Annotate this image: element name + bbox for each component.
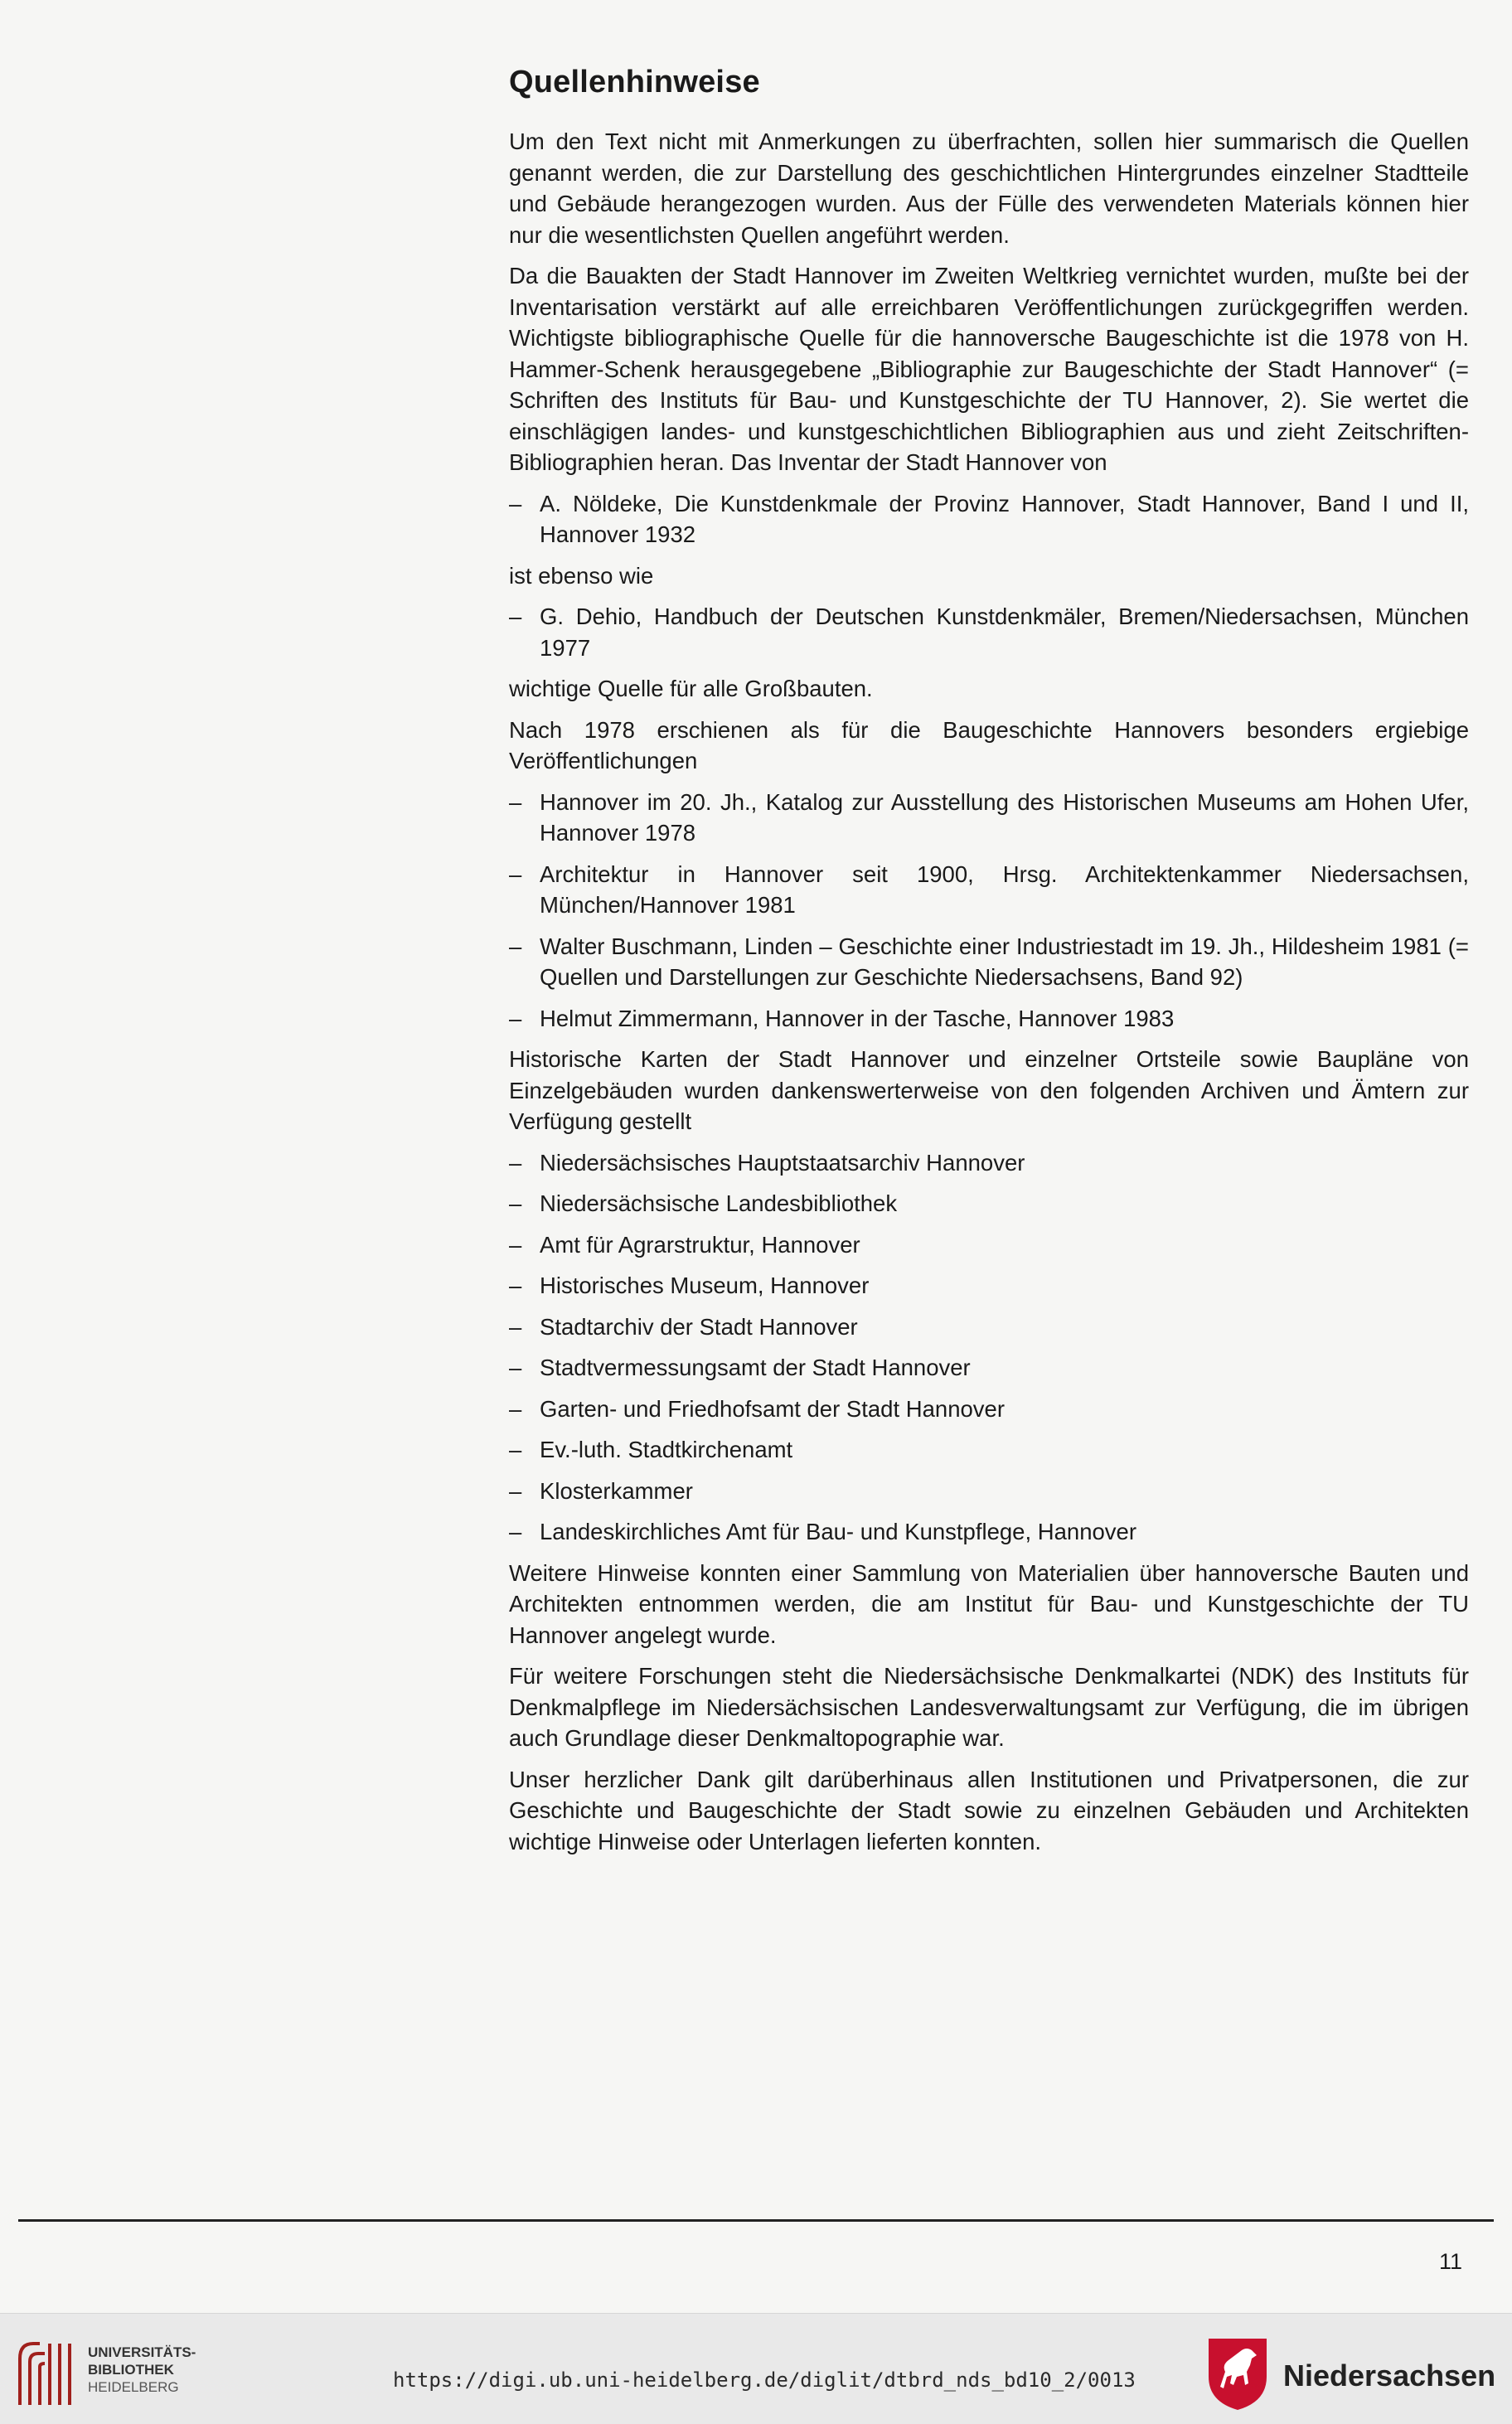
dash-bullet-icon: – bbox=[509, 1190, 522, 1216]
source-list bbox=[509, 601, 1469, 663]
list-item-text: Landeskirchliches Amt für Bau- und Kunstpflege, Hannover bbox=[540, 1519, 1136, 1544]
dash-bullet-icon: – bbox=[509, 1437, 522, 1462]
document-body bbox=[509, 126, 1469, 1867]
list-item-text: Helmut Zimmermann, Hannover in der Tasche, Hannover 1983 bbox=[540, 1005, 1175, 1031]
dash-bullet-icon: – bbox=[509, 1149, 522, 1176]
list-item-text: G. Dehio, Handbuch der Deutschen Kunstdenkmäler, Bremen/Niedersachsen, München 1977 bbox=[540, 604, 1469, 661]
dash-bullet-icon: – bbox=[509, 490, 522, 516]
list-item-text: Klosterkammer bbox=[540, 1477, 693, 1504]
list-item-text: Amt für Agrarstruktur, Hannover bbox=[540, 1231, 860, 1258]
list-item bbox=[509, 1229, 1469, 1261]
library-name-line: BIBLIOTHEK bbox=[88, 2362, 174, 2378]
list-item bbox=[509, 1311, 1469, 1343]
dash-bullet-icon: – bbox=[509, 1005, 522, 1031]
paragraph: Weitere Hinweise konnten einer Sammlung von Materialien über hannoversche Bauten und Architekten entnommen werden, die am Institut für Bau- und Kunstgeschichte der TU Hannover angelegt wurde. bbox=[509, 1559, 1469, 1648]
list-item bbox=[509, 1516, 1469, 1548]
list-item bbox=[509, 1003, 1469, 1035]
dash-bullet-icon: – bbox=[509, 788, 522, 815]
viewer-footer bbox=[0, 2313, 1512, 2424]
list-item bbox=[509, 1188, 1469, 1219]
library-name-line: HEIDELBERG bbox=[88, 2379, 179, 2395]
paragraph: Unser herzlicher Dank gilt darüberhinaus allen Institutionen und Privatpersonen, die zur Geschichte und Baugeschichte der Stadt sowie zu einzelnen Gebäuden und Architekten wichtige Hinweise oder Unterlagen lieferten konnten. bbox=[509, 1766, 1469, 1854]
partner-name[interactable]: Niedersachsen bbox=[1283, 2359, 1496, 2392]
list-item bbox=[509, 1270, 1469, 1302]
list-item-text: Architektur in Hannover seit 1900, Hrsg. Architektenkammer Niedersachsen, München/Hannover 1981 bbox=[540, 861, 1469, 918]
page-number: 11 bbox=[1439, 2249, 1463, 2274]
source-list bbox=[509, 1147, 1469, 1548]
dash-bullet-icon: – bbox=[509, 604, 522, 629]
niedersachsen-horse-crest-icon[interactable] bbox=[1205, 2335, 1270, 2412]
dash-bullet-icon: – bbox=[509, 1519, 522, 1544]
dash-bullet-icon: – bbox=[509, 861, 522, 887]
list-item bbox=[509, 1476, 1469, 1507]
paragraph: Um den Text nicht mit Anmerkungen zu überfrachten, sollen hier summarisch die Quellen genannt werden, die zur Darstellung des geschichtlichen Hintergrundes einzelner Stadtteile und Gebäude herangezogen wurden. Aus der Fülle des verwendeten Materials können hier nur die wesentlichsten Quellen angeführt werden. bbox=[509, 128, 1469, 248]
dash-bullet-icon: – bbox=[509, 933, 522, 959]
paragraph: Da die Bauakten der Stadt Hannover im Zweiten Weltkrieg vernichtet wurden, mußte bei der Inventarisation verstärkt auf alle erreichbaren Veröffentlichungen zurückgegriffen werden. Wichtigste bibliographische Quelle für die hannoversche Baugeschichte ist die 1978 von H. Hammer-Schenk herausgegebene „Bibliographie zur Baugeschichte der Stadt Hannover“ (= Schriften des Instituts für Bau- und Kunstgeschichte der TU Hannover, 2). Sie wertet die einschlägigen landes- und kunstgeschichtlichen Bibliographien aus und zieht Zeitschriften-Bibliographien heran. Das Inventar der Stadt Hannover von bbox=[509, 263, 1469, 475]
list-item-text: Stadtvermessungsamt der Stadt Hannover bbox=[540, 1355, 971, 1380]
paragraph: wichtige Quelle für alle Großbauten. bbox=[509, 676, 873, 701]
paragraph: Nach 1978 erschienen als für die Baugeschichte Hannovers besonders ergiebige Veröffentlichungen bbox=[509, 716, 1469, 773]
list-item-text: Walter Buschmann, Linden – Geschichte einer Industriestadt im 19. Jh., Hildesheim 1981 (= Quellen und Darstellungen zur Geschichte Niedersachsens, Band 92) bbox=[540, 933, 1469, 990]
list-item bbox=[509, 488, 1469, 550]
library-name-line: UNIVERSITÄTS- bbox=[88, 2344, 196, 2360]
dash-bullet-icon: – bbox=[509, 1273, 522, 1298]
list-item-text: Niedersächsisches Hauptstaatsarchiv Hannover bbox=[540, 1149, 1025, 1176]
dash-bullet-icon: – bbox=[509, 1313, 522, 1340]
list-item-text: Ev.-luth. Stadtkirchenamt bbox=[540, 1437, 793, 1462]
paragraph: ist ebenso wie bbox=[509, 562, 654, 589]
list-item bbox=[509, 1352, 1469, 1384]
paragraph: Für weitere Forschungen steht die Niedersächsische Denkmalkartei (NDK) des Instituts für Denkmalpflege im Niedersächsischen Landesverwaltungsamt zur Verfügung, die im übrigen auch Grundlage dieser Denkmaltopographie war. bbox=[509, 1663, 1469, 1751]
dash-bullet-icon: – bbox=[509, 1477, 522, 1504]
list-item bbox=[509, 787, 1469, 849]
list-item-text: A. Nöldeke, Die Kunstdenkmale der Provinz Hannover, Stadt Hannover, Band I und II, Hannover 1932 bbox=[540, 490, 1469, 547]
list-item-text: Hannover im 20. Jh., Katalog zur Ausstellung des Historischen Museums am Hohen Ufer, Hannover 1978 bbox=[540, 788, 1469, 846]
dash-bullet-icon: – bbox=[509, 1395, 522, 1422]
list-item-text: Stadtarchiv der Stadt Hannover bbox=[540, 1313, 858, 1340]
list-item bbox=[509, 859, 1469, 921]
page-title: Quellenhinweise bbox=[509, 65, 760, 99]
source-list bbox=[509, 488, 1469, 550]
dash-bullet-icon: – bbox=[509, 1231, 522, 1258]
list-item bbox=[509, 1147, 1469, 1179]
list-item-text: Garten- und Friedhofsamt der Stadt Hannover bbox=[540, 1395, 1005, 1422]
paragraph: Historische Karten der Stadt Hannover und einzelner Ortsteile sowie Baupläne von Einzelgebäuden wurden dankenswerterweise von den folgenden Archiven und Ämtern zur Verfügung gestellt bbox=[509, 1046, 1469, 1134]
list-item bbox=[509, 931, 1469, 993]
list-item bbox=[509, 1434, 1469, 1466]
document-url[interactable]: https://digi.ub.uni-heidelberg.de/diglit/dtbrd_nds_bd10_2/0013 bbox=[393, 2368, 1136, 2392]
list-item-text: Niedersächsische Landesbibliothek bbox=[540, 1190, 898, 1216]
source-list bbox=[509, 787, 1469, 1035]
library-name[interactable] bbox=[88, 2344, 196, 2396]
list-item-text: Historisches Museum, Hannover bbox=[540, 1273, 870, 1298]
dash-bullet-icon: – bbox=[509, 1355, 522, 1380]
footer-rule bbox=[18, 2219, 1494, 2222]
heidelberg-library-logo-icon[interactable] bbox=[12, 2334, 81, 2410]
list-item bbox=[509, 601, 1469, 663]
list-item bbox=[509, 1394, 1469, 1425]
